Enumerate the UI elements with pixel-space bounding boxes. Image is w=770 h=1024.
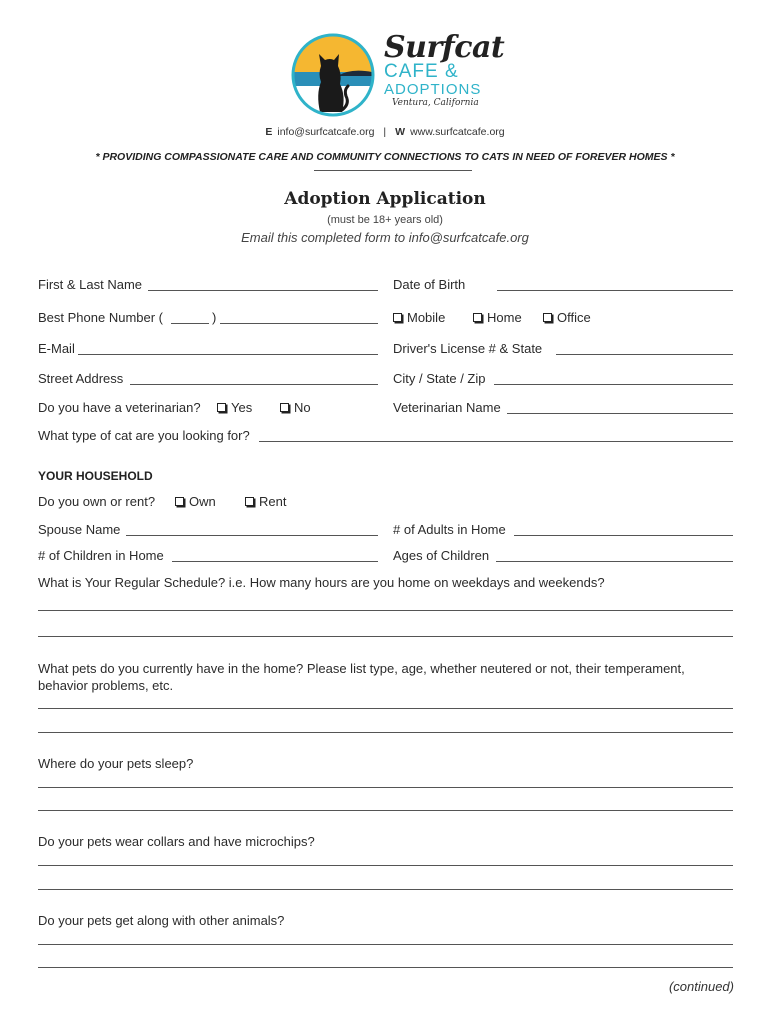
phone-type-office-checkbox[interactable]: Office: [543, 310, 591, 325]
schedule-question: What is Your Regular Schedule? i.e. How many hours are you home on weekdays and weekends?: [38, 575, 605, 590]
own-rent-question: Do you own or rent?: [38, 494, 156, 509]
checkbox-icon: [245, 497, 254, 506]
collar-question: Do your pets wear collars and have microchips?: [38, 834, 315, 849]
mission-statement: * PROVIDING COMPASSIONATE CARE AND COMMUNITY CONNECTIONS TO CATS IN NEED OF FOREVER HOMES *: [95, 151, 675, 163]
street-field[interactable]: [130, 384, 378, 385]
vet-question: Do you have a veterinarian?: [38, 400, 201, 415]
email-field[interactable]: [78, 354, 378, 355]
checkbox-icon: [280, 403, 289, 412]
page-title: Adoption Application: [284, 189, 486, 209]
rent-checkbox[interactable]: Rent: [245, 494, 286, 509]
collar-answer-line-2[interactable]: [38, 889, 733, 890]
name-field[interactable]: [148, 290, 378, 291]
web-key: W: [395, 126, 406, 138]
sleep-question: Where do your pets sleep?: [38, 756, 194, 771]
checkbox-icon: [543, 313, 552, 322]
contact-email[interactable]: info@surfcatcafe.org: [277, 126, 375, 138]
ages-label: Ages of Children: [393, 548, 490, 563]
contact-line: [0, 126, 770, 138]
phone-label: Best Phone Number (: [38, 310, 164, 325]
collar-answer-line-1[interactable]: [38, 865, 733, 866]
pets-question-line-2: behavior problems, etc.: [38, 678, 174, 693]
phone-type-mobile-checkbox[interactable]: Mobile: [393, 310, 445, 325]
mission-divider: [314, 170, 472, 171]
email-key: E: [265, 126, 273, 138]
spouse-label: Spouse Name: [38, 522, 121, 537]
license-field[interactable]: [556, 354, 733, 355]
vet-name-label: Veterinarian Name: [393, 400, 501, 415]
license-label: Driver's License # & State: [393, 341, 543, 356]
contact-website[interactable]: www.surfcatcafe.org: [410, 126, 505, 138]
phone-area-code-field[interactable]: [171, 323, 209, 324]
city-field[interactable]: [494, 384, 733, 385]
contact-separator: |: [383, 126, 387, 138]
checkbox-icon: [393, 313, 402, 322]
sleep-answer-line-1[interactable]: [38, 787, 733, 788]
cat-type-field[interactable]: [259, 441, 733, 442]
along-question: Do your pets get along with other animals?: [38, 913, 285, 928]
along-answer-line-1[interactable]: [38, 944, 733, 945]
vet-yes-checkbox[interactable]: Yes: [217, 400, 252, 415]
children-label: # of Children in Home: [38, 548, 164, 563]
adults-label: # of Adults in Home: [393, 522, 506, 537]
dob-field[interactable]: [497, 290, 733, 291]
logo-wordmark-cafe: CAFE &: [384, 61, 459, 82]
name-label: First & Last Name: [38, 277, 143, 292]
checkbox-icon: [175, 497, 184, 506]
logo-location: Ventura, California: [392, 98, 479, 108]
phone-number-field[interactable]: [220, 323, 378, 324]
surfcat-logo-emblem: [290, 32, 376, 118]
email-label: E-Mail: [38, 341, 75, 356]
pets-answer-line-2[interactable]: [38, 732, 733, 733]
pets-answer-line-1[interactable]: [38, 708, 733, 709]
street-label: Street Address: [38, 371, 124, 386]
logo-wordmark-adoptions: ADOPTIONS: [384, 81, 482, 98]
vet-name-field[interactable]: [507, 413, 733, 414]
continued-note: (continued): [668, 979, 734, 994]
logo-wordmark-surfcat: Surfcat: [384, 30, 505, 65]
household-section-heading: YOUR HOUSEHOLD: [38, 469, 153, 483]
ages-field[interactable]: [496, 561, 733, 562]
sleep-answer-line-2[interactable]: [38, 810, 733, 811]
cat-type-label: What type of cat are you looking for?: [38, 428, 250, 443]
children-field[interactable]: [172, 561, 378, 562]
schedule-answer-line-1[interactable]: [38, 610, 733, 611]
own-checkbox[interactable]: Own: [175, 494, 216, 509]
vet-no-checkbox[interactable]: No: [280, 400, 311, 415]
along-answer-line-2[interactable]: [38, 967, 733, 968]
city-label: City / State / Zip: [393, 371, 486, 386]
spouse-field[interactable]: [126, 535, 378, 536]
schedule-answer-line-2[interactable]: [38, 636, 733, 637]
age-requirement: (must be 18+ years old): [327, 214, 443, 226]
phone-close-paren: ): [212, 310, 217, 325]
checkbox-icon: [473, 313, 482, 322]
checkbox-icon: [217, 403, 226, 412]
dob-label: Date of Birth: [393, 277, 466, 292]
phone-type-home-checkbox[interactable]: Home: [473, 310, 522, 325]
pets-question-line-1: What pets do you currently have in the home? Please list type, age, whether neutered or not, their temperament,: [38, 661, 685, 676]
adults-field[interactable]: [514, 535, 733, 536]
submission-instructions: Email this completed form to info@surfcatcafe.org: [241, 230, 529, 245]
